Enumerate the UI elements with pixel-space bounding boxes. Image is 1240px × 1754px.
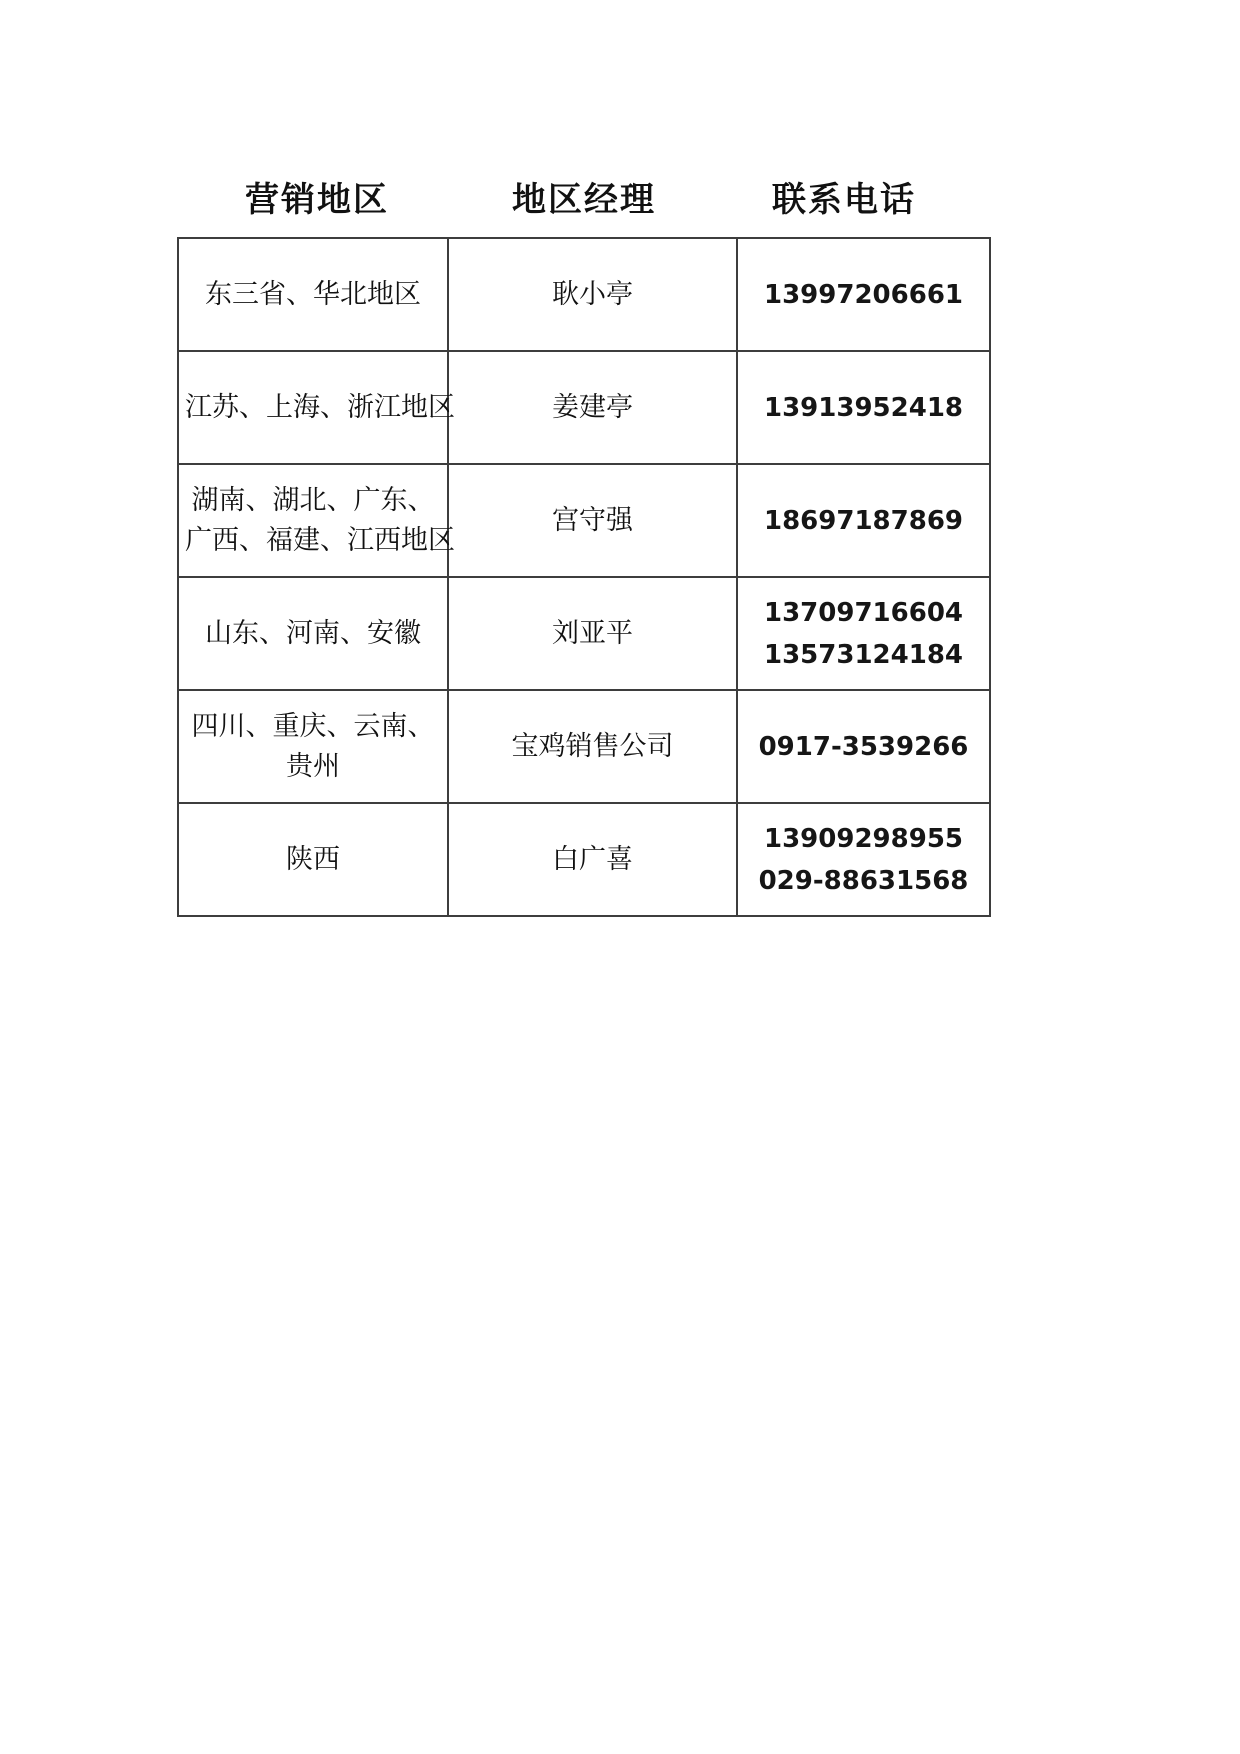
table-row <box>178 464 990 577</box>
region-cell <box>178 238 448 351</box>
phone-number: 13709716604 <box>764 597 963 628</box>
region-cell <box>178 803 448 916</box>
phone-cell <box>737 351 990 464</box>
table-row <box>178 690 990 803</box>
region-text: 江苏、上海、浙江地区 <box>185 391 455 423</box>
manager-name: 刘亚平 <box>552 617 633 649</box>
manager-cell <box>448 238 737 351</box>
manager-cell <box>448 464 737 577</box>
manager-name: 宫守强 <box>552 504 633 536</box>
contact-table <box>177 237 991 917</box>
region-text: 东三省、华北地区 <box>205 278 421 310</box>
column-header-phone: 联系电话 <box>772 180 916 220</box>
manager-cell <box>448 803 737 916</box>
manager-name: 宝鸡销售公司 <box>511 730 674 762</box>
phone-number: 13997206661 <box>764 279 963 310</box>
phone-cell <box>737 464 990 577</box>
region-cell <box>178 690 448 803</box>
manager-name: 姜建亭 <box>552 391 633 423</box>
table-row <box>178 803 990 916</box>
phone-number: 0917-3539266 <box>758 731 969 762</box>
manager-cell <box>448 690 737 803</box>
phone-number: 18697187869 <box>764 505 963 536</box>
region-text: 山东、河南、安徽 <box>205 617 421 649</box>
region-cell <box>178 351 455 464</box>
table-row <box>178 351 990 464</box>
phone-number: 029-88631568 <box>758 865 969 896</box>
region-cell <box>178 464 455 577</box>
phone-cell <box>737 577 990 690</box>
phone-number: 13913952418 <box>764 392 963 423</box>
manager-name: 耿小亭 <box>552 278 633 310</box>
column-header-region: 营销地区 <box>245 180 389 220</box>
table-row <box>178 238 990 351</box>
phone-number: 13573124184 <box>764 639 963 670</box>
manager-cell <box>448 577 737 690</box>
region-text: 湖南、湖北、广东、 <box>191 485 435 517</box>
phone-cell <box>737 803 990 916</box>
manager-name: 白广喜 <box>552 843 633 875</box>
region-text: 陕西 <box>286 843 340 875</box>
phone-cell <box>737 690 990 803</box>
phone-cell <box>737 238 990 351</box>
table-row <box>178 577 990 690</box>
region-text: 四川、重庆、云南、 <box>191 711 435 743</box>
column-header-manager: 地区经理 <box>512 180 656 220</box>
region-text: 广西、福建、江西地区 <box>185 524 455 556</box>
manager-cell <box>448 351 737 464</box>
region-cell <box>178 577 448 690</box>
region-text: 贵州 <box>286 750 340 782</box>
phone-number: 13909298955 <box>764 823 963 854</box>
